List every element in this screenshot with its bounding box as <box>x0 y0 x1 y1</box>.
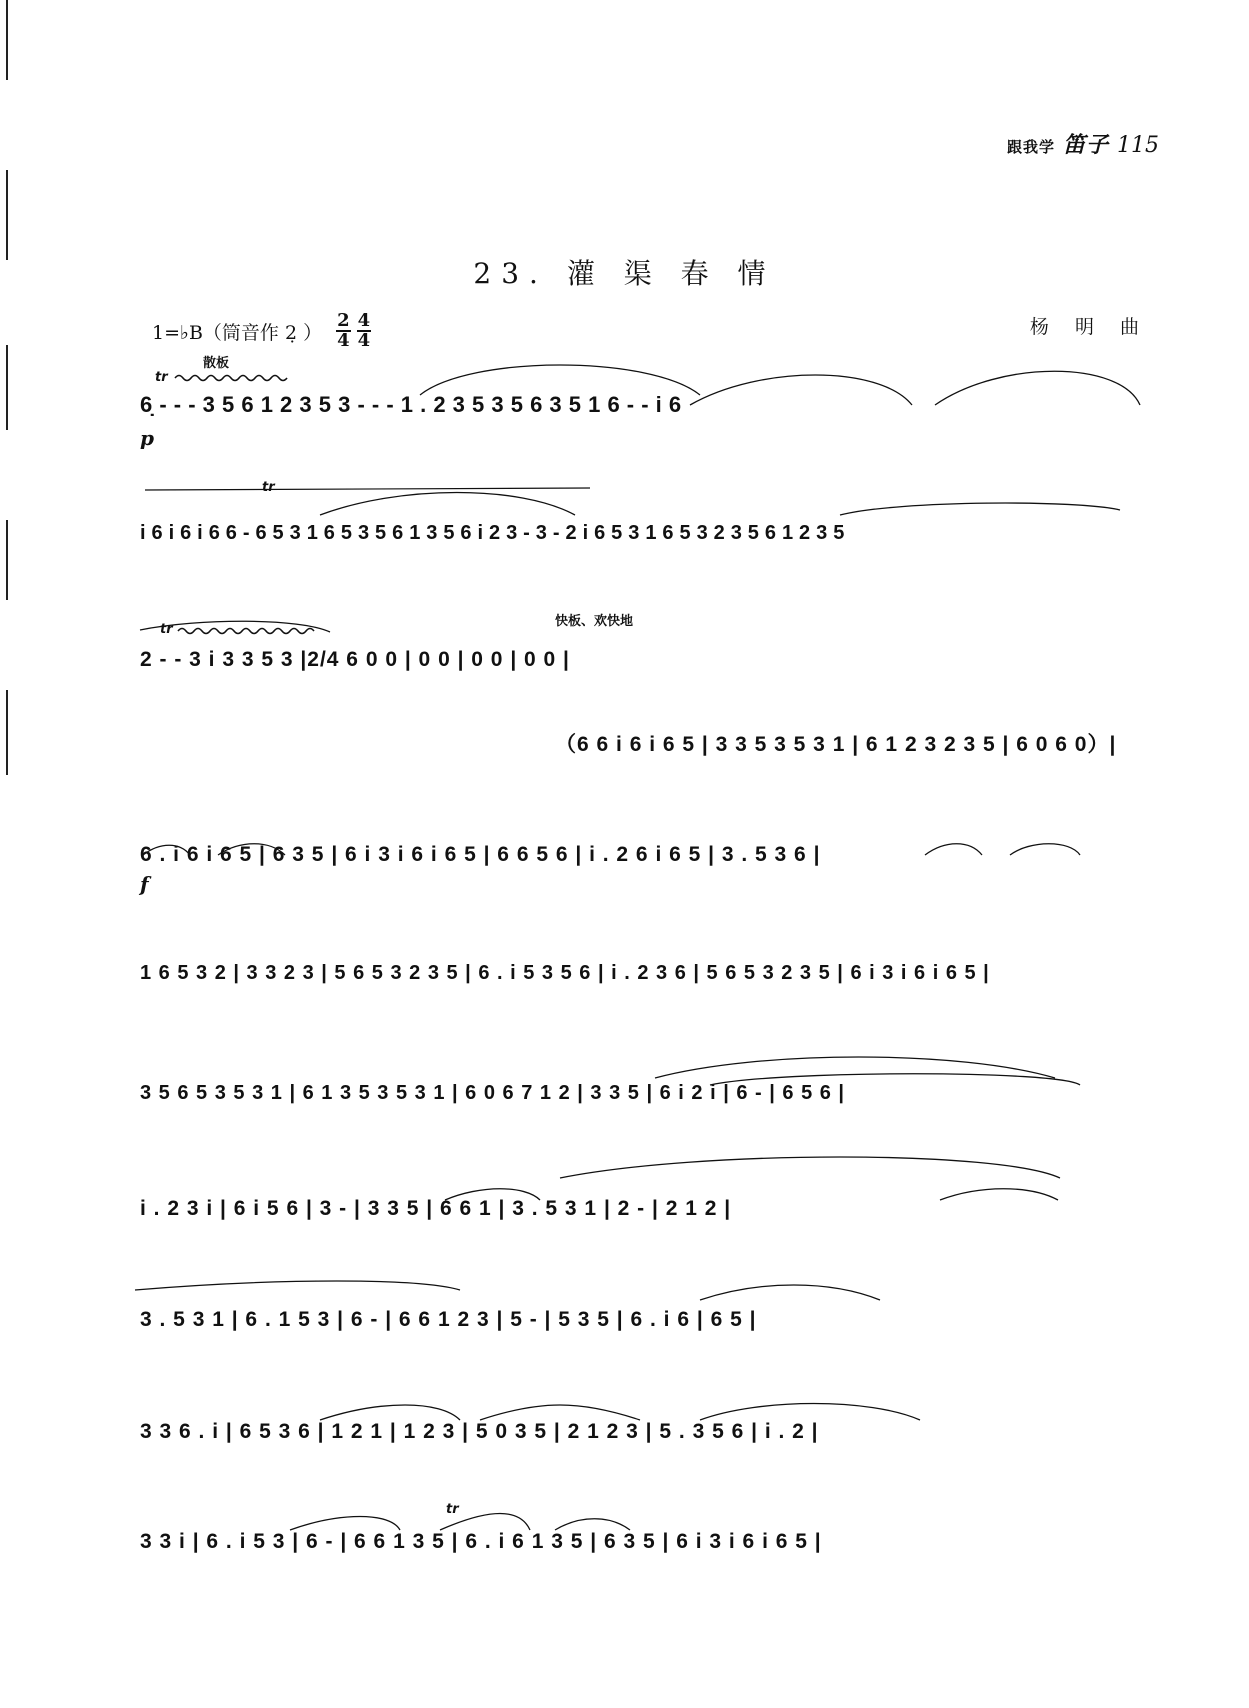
music-line-7-notes: 3 5 6 5 3 5 3 1 | 6 1 3 5 3 5 3 1 | 6 0 6 7 1 2 | 3 3 5 | 6 i 2 i | 6 - | 6 5 6 | <box>140 1082 846 1104</box>
music-line-11-notes: 3 3 i | 6 . i 5 3 | 6 - | 6 6 1 3 5 | 6 . i 6 1 3 5 | 6 3 5 | 6 i 3 i 6 i 6 5 | <box>140 1530 822 1553</box>
composer: 杨 明 曲 <box>1029 316 1149 338</box>
tempo-marking-free: 散板 <box>203 356 230 371</box>
music-line-11 <box>0 1530 1249 1590</box>
music-line-5 <box>0 843 1249 903</box>
book-name: 笛子 <box>1062 133 1109 158</box>
music-line-6 <box>0 962 1249 1022</box>
music-line-1 <box>0 392 1249 452</box>
music-line-10 <box>0 1420 1249 1480</box>
music-line-5-notes: 6 . i 6 i 6 5 | 6 3 5 | 6 i 3 i 6 i 6 5 | 6 6 5 6 | i . 2 6 i 6 5 | 3 . 5 3 6 | <box>140 843 821 866</box>
page-number: 115 <box>1117 133 1159 158</box>
music-line-2-notes: i 6 i 6 i 6 6 - 6 5 3 1 6 5 3 5 6 1 3 5 6 i 2 3 - 3 - 2 i 6 5 3 1 6 5 3 2 3 5 6 1 2 3 5 <box>140 522 845 544</box>
music-line-8-notes: i . 2 3 i | 6 i 5 6 | 3 - | 3 3 5 | 6 6 1 | 3 . 5 3 1 | 2 - | 2 1 2 | <box>140 1197 732 1220</box>
key-signature: 1=♭B（筒音作 2̣ ） <box>152 321 323 344</box>
trill-mark-4: tr <box>446 1502 459 1517</box>
dynamic-forte: f <box>140 872 149 896</box>
music-line-8 <box>0 1197 1249 1257</box>
music-line-9-notes: 3 . 5 3 1 | 6 . 1 5 3 | 6 - | 6 6 1 2 3 | 5 - | 5 3 5 | 6 . i 6 | 6 5 | <box>140 1308 757 1331</box>
time-signature-4-4: $\frac{4}{4}$ <box>357 310 371 351</box>
time-signature-2-4: $\frac{2}{4}$ <box>337 310 350 351</box>
trill-mark-1: tr <box>155 370 168 385</box>
music-line-2 <box>0 522 1249 582</box>
music-line-4 <box>0 728 1249 788</box>
trill-mark-2: tr <box>262 480 275 495</box>
music-line-3-notes: 2 - - 3 i 3 3 5 3 |2/4 6 0 0 | 0 0 | 0 0 | 0 0 | <box>140 648 570 671</box>
dynamic-piano: p <box>140 426 154 450</box>
book-prefix: 跟我学 <box>1006 138 1055 156</box>
music-line-7 <box>0 1082 1249 1142</box>
music-line-3 <box>0 648 1249 708</box>
trill-mark-3: tr <box>160 622 173 637</box>
music-line-10-notes: 3 3 6 . i | 6 5 3 6 | 1 2 1 | 1 2 3 | 5 0 3 5 | 2 1 2 3 | 5 . 3 5 6 | i . 2 | <box>140 1420 819 1443</box>
piece-title: 23. 灌 渠 春 情 <box>473 257 776 290</box>
music-line-6-notes: 1 6 5 3 2 | 3 3 2 3 | 5 6 5 3 2 3 5 | 6 . i 5 3 5 6 | i . 2 3 6 | 5 6 5 3 2 3 5 | 6 i 3 i 6 i 6 5 | <box>140 962 990 984</box>
music-line-1-notes: 6̣ - - - 3 5 6 1 2 3 5 3 - - - 1 . 2 3 5 3 5 6 3 5 1 6 - - i 6 <box>140 392 682 417</box>
tempo-marking-fast: 快板、欢快地 <box>555 614 634 629</box>
music-line-4-notes: （6 6 i 6 i 6 5 | 3 3 5 3 5 3 1 | 6 1 2 3 2 3 5 | 6 0 6 0）| <box>555 733 1117 756</box>
music-line-9 <box>0 1308 1249 1368</box>
